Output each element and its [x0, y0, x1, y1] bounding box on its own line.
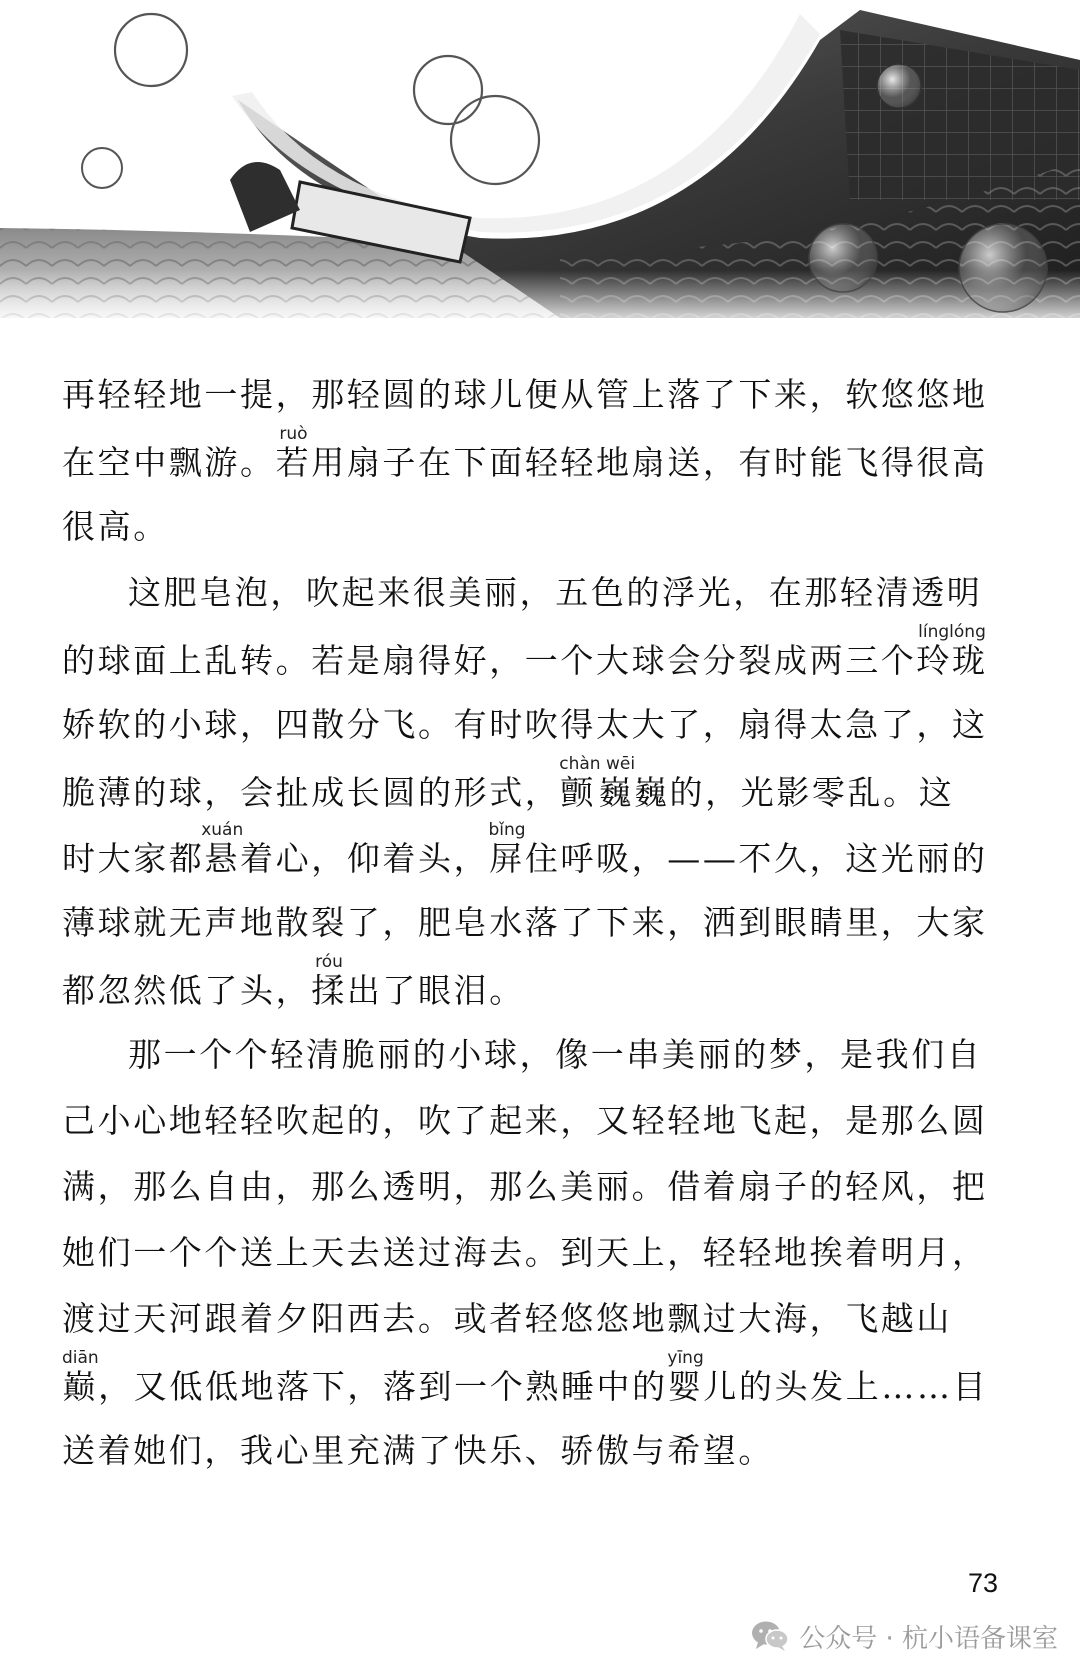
text-line [128, 558, 982, 628]
pinyin-annotation: xuán [201, 820, 244, 840]
text-line [62, 822, 988, 892]
annotated-characters: 颤巍 [559, 773, 636, 812]
pinyin-annotation: yīng [667, 1348, 704, 1368]
annotated-characters: 若 [275, 443, 312, 482]
text-line [62, 1416, 774, 1486]
wechat-icon [751, 1619, 789, 1653]
pinyin-annotated-word [62, 1348, 99, 1406]
pinyin-annotated-word [488, 820, 526, 878]
text-line [62, 1350, 988, 1420]
text-line [62, 360, 988, 430]
text-line [62, 426, 988, 496]
text-line [62, 690, 988, 760]
pinyin-annotated-word [916, 622, 988, 680]
pinyin-annotated-word [559, 754, 636, 812]
text-segment: 这肥皂泡，吹起来很美丽，五色的浮光，在那轻清透明 [128, 573, 983, 612]
text-segment: 巍的，光影零乱。这 [633, 773, 955, 812]
text-segment: 那一个个轻清脆丽的小球，像一串美丽的梦，是我们自 [128, 1035, 983, 1074]
text-line [62, 1284, 952, 1354]
text-segment: 己小心地轻轻吹起的，吹了起来，又轻轻地飞起，是那么圆 [62, 1101, 988, 1140]
text-line [62, 888, 988, 958]
pinyin-annotated-word [311, 952, 347, 1010]
text-segment: 儿的头发上……目 [703, 1367, 989, 1406]
pinyin-annotated-word [667, 1348, 704, 1406]
text-segment: 时大家都 [62, 839, 205, 878]
annotated-characters: 玲珑 [916, 641, 988, 680]
text-segment: 出了眼泪。 [346, 971, 525, 1010]
text-line [62, 954, 525, 1024]
text-line [62, 1152, 988, 1222]
annotated-characters: 巅 [62, 1367, 99, 1406]
pinyin-annotation: ruò [275, 424, 312, 444]
annotated-characters: 悬 [201, 839, 244, 878]
pinyin-annotated-word [201, 820, 244, 878]
watermark [751, 1616, 1058, 1656]
pinyin-annotation: diān [62, 1348, 99, 1368]
text-segment: 脆薄的球，会扯成长圆的形式， [62, 773, 561, 812]
page-number: 73 [967, 1568, 998, 1598]
text-segment: 都忽然低了头， [62, 971, 312, 1010]
annotated-characters: 揉 [311, 971, 347, 1010]
text-line [128, 1020, 982, 1090]
text-segment: 再轻轻地一提，那轻圆的球儿便从管上落了下来，软悠悠地 [62, 375, 988, 414]
text-segment: 娇软的小球，四散分飞。有时吹得太大了，扇得太急了，这 [62, 705, 988, 744]
text-segment: 住呼吸，——不久，这光丽的 [524, 839, 988, 878]
pinyin-annotated-word [275, 424, 312, 482]
text-segment: ，又低低地落下，落到一个熟睡中的 [98, 1367, 668, 1406]
text-segment: 用扇子在下面轻轻地扇送，有时能飞得很高 [311, 443, 988, 482]
text-segment: 送着她们，我心里充满了快乐、骄傲与希望。 [62, 1431, 774, 1470]
pinyin-annotation: línglóng [916, 622, 988, 642]
watermark-text: 公众号 · 杭小语备课室 [799, 1623, 1058, 1654]
text-segment: 她们一个个送上天去送过海去。到天上，轻轻地挨着明月， [62, 1233, 988, 1272]
text-line [62, 1086, 988, 1156]
text-segment: 渡过天河跟着夕阳西去。或者轻悠悠地飘过大海，飞越山 [62, 1299, 952, 1338]
annotated-characters: 婴 [667, 1367, 704, 1406]
text-segment: 满，那么自由，那么透明，那么美丽。借着扇子的轻风，把 [62, 1167, 988, 1206]
pinyin-annotation: chàn wēi [559, 754, 636, 774]
temple-roof-illustration [0, 0, 1080, 330]
pinyin-annotation: róu [311, 952, 347, 972]
text-line [62, 756, 954, 826]
text-line [62, 624, 988, 694]
text-segment: 薄球就无声地散裂了，肥皂水落了下来，洒到眼睛里，大家 [62, 903, 988, 942]
text-segment: 在空中飘游。 [62, 443, 276, 482]
pinyin-annotation: bǐng [488, 820, 526, 840]
text-line [62, 492, 169, 562]
text-segment: 很高。 [62, 507, 169, 546]
text-segment: 着心，仰着头， [240, 839, 490, 878]
annotated-characters: 屏 [488, 839, 526, 878]
text-line [62, 1218, 988, 1288]
text-segment: 的球面上乱转。若是扇得好，一个大球会分裂成两三个 [62, 641, 917, 680]
